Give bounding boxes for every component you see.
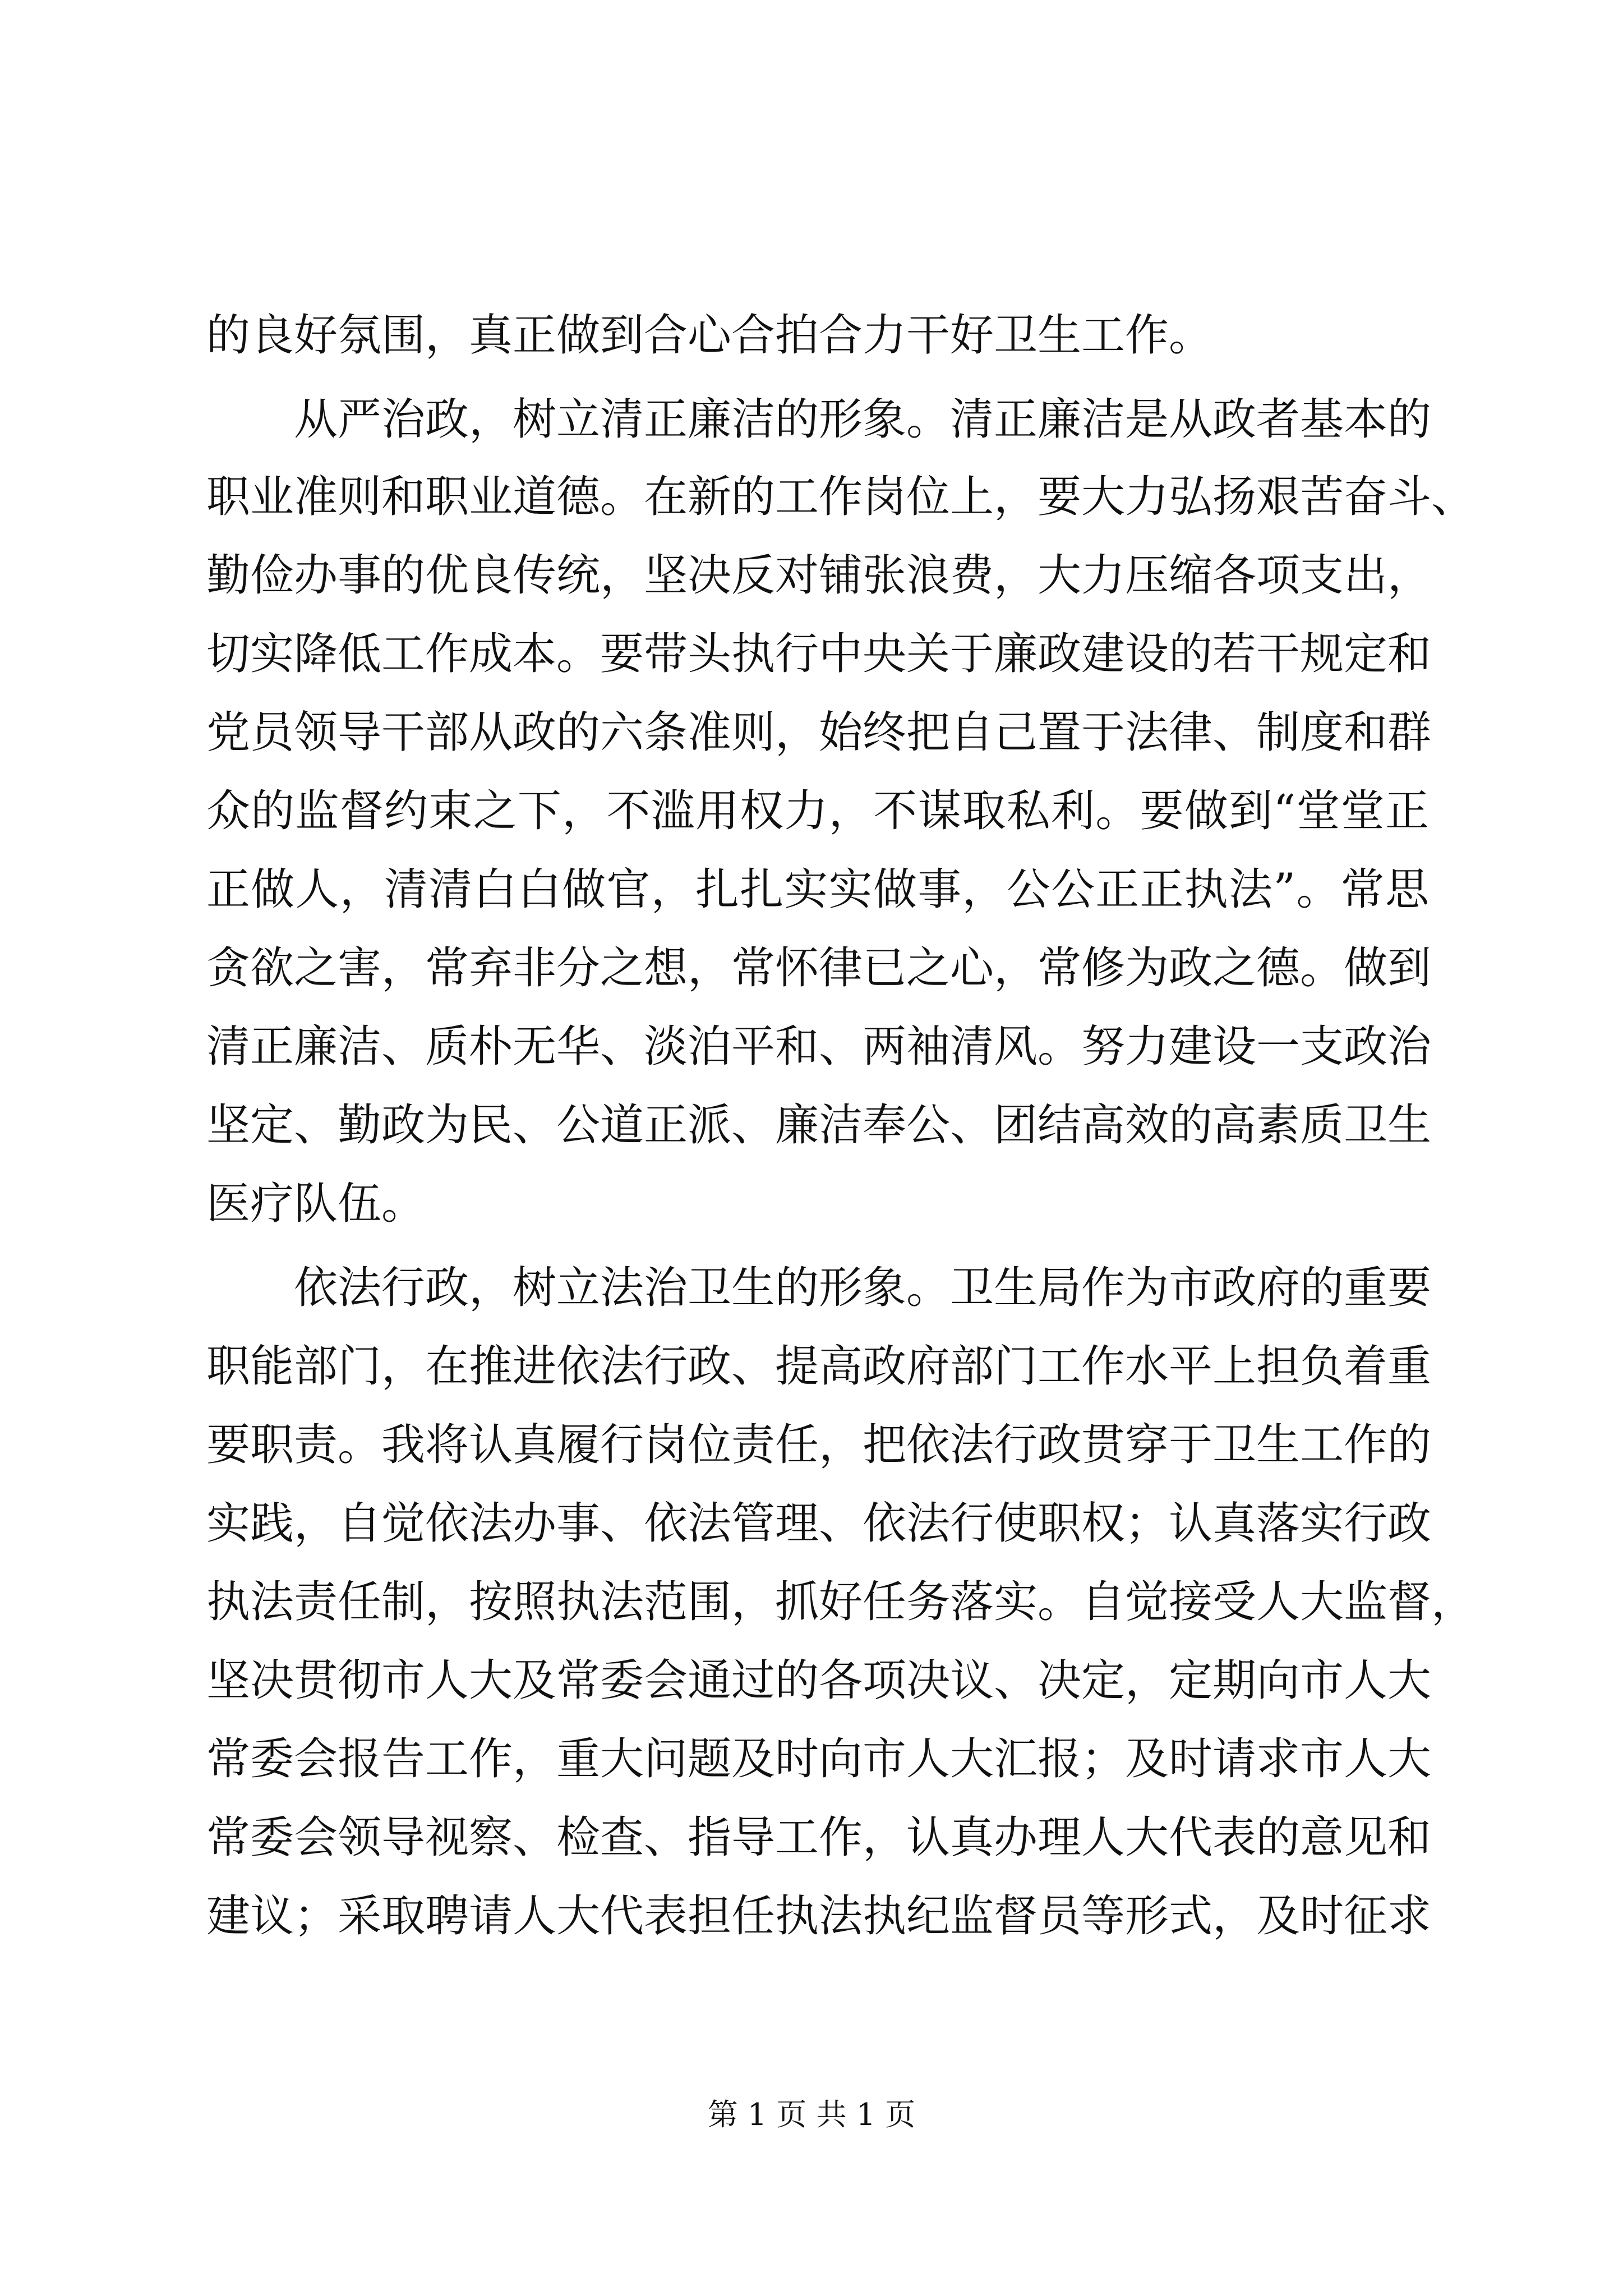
text-line-5: 切实降低工作成本。要带头执行中央关于廉政建设的若干规定和 [206,629,1432,679]
text-line-19: 常委会报告工作，重大问题及时向市人大汇报；及时请求市人大 [206,1734,1432,1784]
text-line-12: 医疗队伍。 [206,1179,426,1229]
text-line-7: 众的监督约束之下，不滥用权力，不谋取私利。要做到“堂堂正 [206,786,1429,836]
text-line-11: 坚定、勤政为民、公道正派、廉洁奉公、团结高效的高素质卫生 [206,1100,1432,1151]
text-line-17: 执法责任制，按照执法范围，抓好任务落实。自觉接受人大监督， [206,1577,1476,1627]
text-line-9: 贪欲之害，常弃非分之想，常怀律已之心，常修为政之德。做到 [206,943,1432,993]
text-line-21: 建议；采取聘请人大代表担任执法执纪监督员等形式，及时征求 [206,1891,1432,1941]
text-line-10: 清正廉洁、质朴无华、淡泊平和、两袖清风。努力建设一支政治 [206,1022,1432,1072]
text-line-4: 勤俭办事的优良传统，坚决反对铺张浪费，大力压缩各项支出， [206,550,1432,601]
paragraph-start-2: 依法行政，树立法治卫生的形象。卫生局作为市政府的重要 [294,1263,1432,1313]
text-line-1: 的良好氛围，真正做到合心合拍合力干好卫生工作。 [206,310,1213,361]
text-line-3: 职业准则和职业道德。在新的工作岗位上，要大力弘扬艰苦奋斗、 [206,472,1476,522]
text-line-18: 坚决贯彻市人大及常委会通过的各项决议、决定，定期向市人大 [206,1655,1432,1706]
text-line-20: 常委会领导视察、检查、指导工作，认真办理人大代表的意见和 [206,1812,1432,1863]
page-footer: 第 1 页 共 1 页 [707,2097,916,2132]
text-line-8: 正做人，清清白白做官，扎扎实实做事，公公正正执法”。常思 [206,864,1429,915]
text-line-16: 实践，自觉依法办事、依法管理、依法行使职权；认真落实行政 [206,1498,1432,1549]
text-line-6: 党员领导干部从政的六条准则，始终把自己置于法律、制度和群 [206,707,1432,758]
text-line-14: 职能部门，在推进依法行政、提高政府部门工作水平上担负着重 [206,1341,1432,1392]
text-line-15: 要职责。我将认真履行岗位责任，把依法行政贯穿于卫生工作的 [206,1420,1432,1470]
paragraph-start-1: 从严治政，树立清正廉洁的形象。清正廉洁是从政者基本的 [294,394,1432,445]
